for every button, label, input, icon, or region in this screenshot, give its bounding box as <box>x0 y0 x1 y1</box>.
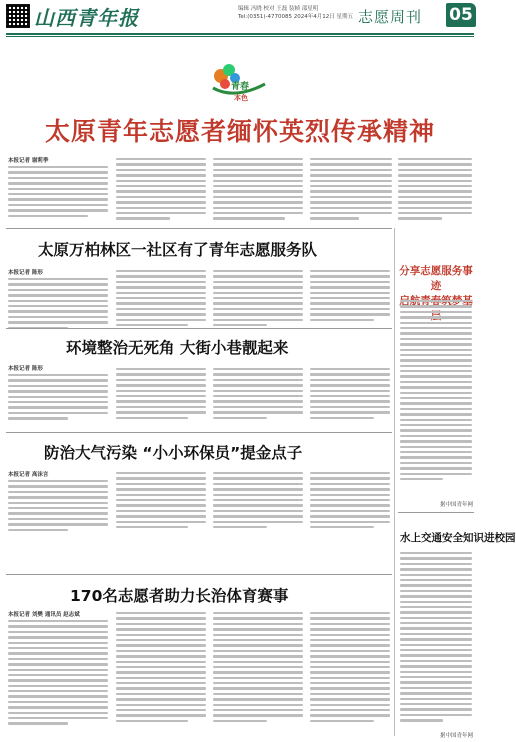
section-divider <box>6 328 392 329</box>
byline: 本报记者 陈形 <box>8 366 43 372</box>
sidebar-credit: 据中国青年网 <box>440 733 474 739</box>
article-body <box>8 278 108 329</box>
editor-credits: 编辑 冯晓 校对 王磊 装帧 邵星明 <box>238 6 319 12</box>
masthead-info <box>238 5 353 21</box>
article-body <box>310 158 392 220</box>
qr-code <box>6 4 30 28</box>
sidebar-body <box>400 552 472 722</box>
sidebar-body <box>400 300 472 480</box>
sidebar-headline-line1: 分享志愿服务事迹 <box>399 265 473 292</box>
article-body <box>116 158 206 220</box>
section-divider <box>6 228 392 229</box>
article-headline: 环境整治无死角 大街小巷靓起来 <box>66 339 289 357</box>
article-body <box>213 612 303 722</box>
emblem-text-true-color: 本色 <box>234 94 248 102</box>
article-headline: 防治大气污染 “小小环保员”提金点子 <box>44 444 303 462</box>
masthead-rule-thin <box>6 36 474 37</box>
section-divider <box>6 574 392 575</box>
article-body <box>213 158 303 220</box>
article-body <box>8 620 108 725</box>
sidebar-credit: 据中国青年网 <box>440 502 474 508</box>
issue-date: Tel:(0351)-4770085 2024年4月12日 星期五 <box>238 14 353 20</box>
article-body <box>116 612 206 722</box>
article-headline: 170名志愿者助力长治体育赛事 <box>70 587 289 605</box>
article-body <box>116 270 206 326</box>
article-body <box>8 374 108 420</box>
sidebar-divider <box>398 512 474 513</box>
article-body <box>116 472 206 528</box>
byline: 本报记者 高沫言 <box>8 472 49 478</box>
emblem-text-youth: 青春 <box>231 82 250 92</box>
byline: 本报记者 刘樊 通讯员 赵志斌 <box>8 612 80 618</box>
article-body <box>116 368 206 419</box>
article-body <box>8 480 108 531</box>
page-number: 05 <box>446 3 476 27</box>
sidebar-headline: 水上交通安全知识进校园 <box>400 532 516 544</box>
article-body <box>398 158 472 220</box>
newspaper-logo: 山西青年报 <box>34 6 139 30</box>
article-body <box>8 166 108 217</box>
masthead-rule <box>6 33 474 35</box>
article-body <box>310 368 390 419</box>
article-body <box>213 270 303 326</box>
byline: 本报记者 陈形 <box>8 270 43 276</box>
article-headline: 太原万柏林区一社区有了青年志愿服务队 <box>38 241 318 259</box>
article-body <box>310 270 390 321</box>
column-rule <box>394 228 395 736</box>
main-headline: 太原青年志愿者缅怀英烈传承精神 <box>44 117 435 146</box>
article-body <box>310 472 390 528</box>
article-body <box>213 472 303 528</box>
article-body <box>310 612 390 722</box>
section-divider <box>6 432 392 433</box>
section-title: 志愿周刊 <box>358 8 423 26</box>
article-body <box>213 368 303 419</box>
byline: 本报记者 谢莉季 <box>8 158 49 164</box>
